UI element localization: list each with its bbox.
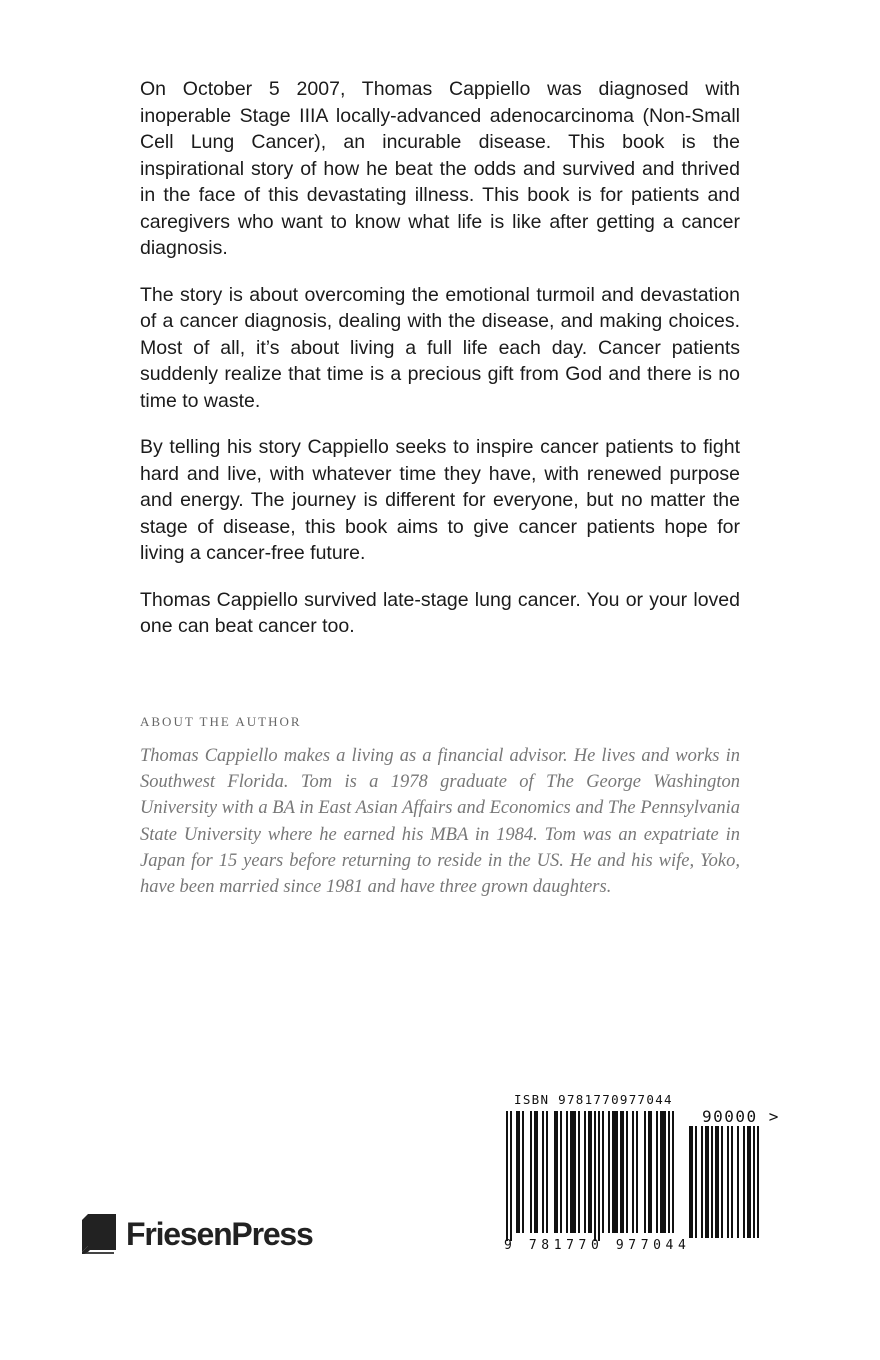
barcode-bar: [689, 1126, 693, 1238]
price-addon-barcode: [689, 1126, 769, 1238]
barcode-bar: [602, 1111, 604, 1233]
barcode-bar: [753, 1126, 755, 1238]
barcode-bar: [566, 1111, 568, 1233]
blurb-paragraph: Thomas Cappiello survived late-stage lung cancer. You or your loved one can beat cancer too.: [140, 588, 740, 637]
barcode-bar: [705, 1126, 709, 1238]
barcode-bar: [570, 1111, 576, 1233]
barcode-bar: [727, 1126, 729, 1238]
barcode-bar: [530, 1111, 532, 1233]
about-author-heading: ABOUT THE AUTHOR: [140, 714, 302, 729]
barcode-bar: [656, 1111, 658, 1233]
barcode-bar: [542, 1111, 544, 1233]
barcode-bar: [546, 1111, 548, 1233]
barcode-bar: [757, 1126, 759, 1238]
publisher-name: FriesenPress: [126, 1215, 313, 1252]
isbn-digits: 9 781770 977044: [504, 1238, 691, 1253]
barcode-bar: [560, 1111, 562, 1233]
barcode-bar: [510, 1111, 512, 1241]
blurb-paragraph: On October 5 2007, Thomas Cappiello was diagnosed with inoperable Stage IIIA locally-advanced adenocarcinoma (Non-Small Cell Lung Cancer), an incurable disease. This book is the inspirational story of how he beat the odds and survived and thrived in the face of this devastating illness. This book is for patients and caregivers who want to know what life is like after getting a cancer diagnosis.: [140, 78, 740, 259]
barcode-bar: [672, 1111, 674, 1233]
blurb-paragraph: The story is about overcoming the emotional turmoil and devastation of a cancer diagnosis, dealing with the disease, and making choices. Most of all, it’s about living a full life each day. Cancer patients suddenly realize that time is a precious gift from God and there is no time to waste.: [140, 283, 740, 412]
barcode-bar: [626, 1111, 628, 1233]
isbn-label: ISBN 9781770977044: [514, 1092, 673, 1107]
barcode-bar: [598, 1111, 600, 1241]
barcode-bar: [644, 1111, 646, 1233]
price-code: 90000 >: [702, 1107, 780, 1126]
barcode-bar: [534, 1111, 538, 1233]
barcode-bar: [620, 1111, 624, 1233]
back-cover-blurb: [140, 76, 740, 660]
isbn-barcode: [506, 1111, 674, 1241]
barcode-bar: [701, 1126, 703, 1238]
barcode-bar: [612, 1111, 618, 1233]
barcode-bar: [554, 1111, 558, 1233]
barcode-bar: [594, 1111, 596, 1241]
barcode-bar: [632, 1111, 634, 1233]
barcode-bar: [668, 1111, 670, 1233]
barcode-bar: [737, 1126, 739, 1238]
barcode-bar: [584, 1111, 586, 1233]
barcode-bar: [578, 1111, 580, 1233]
barcode-bar: [695, 1126, 697, 1238]
blurb-paragraph: By telling his story Cappiello seeks to inspire cancer patients to fight hard and live, with whatever time they have, with renewed purpose and energy. The journey is different for everyone, but no matter the stage of disease, this book aims to give cancer patients hope for living a cancer-free future.: [140, 436, 740, 564]
about-author-text: Thomas Cappiello makes a living as a financial advisor. He lives and works in Southwest Florida. Tom is a 1978 graduate of The George Washington University with a BA in East Asian Affairs and Economics and The Pennsylvania State University where he earned his MBA in 1984. Tom was an expatriate in Japan for 15 years before returning to reside in the US. He and his wife, Yoko, have been married since 1981 and have three grown daughters.: [140, 746, 740, 898]
barcode-bar: [648, 1111, 652, 1233]
barcode-bar: [516, 1111, 520, 1233]
barcode-bar: [588, 1111, 592, 1233]
barcode-bar: [731, 1126, 733, 1238]
book-icon: [78, 1212, 120, 1256]
barcode-bar: [721, 1126, 723, 1238]
barcode-bar: [660, 1111, 666, 1233]
barcode-bar: [636, 1111, 638, 1233]
barcode-bar: [743, 1126, 745, 1238]
barcode-bar: [522, 1111, 524, 1233]
barcode-bar: [747, 1126, 751, 1238]
barcode-bar: [711, 1126, 713, 1238]
publisher-logo: [78, 1212, 313, 1256]
barcode-bar: [506, 1111, 508, 1241]
barcode-bar: [715, 1126, 719, 1238]
barcode-bar: [608, 1111, 610, 1233]
